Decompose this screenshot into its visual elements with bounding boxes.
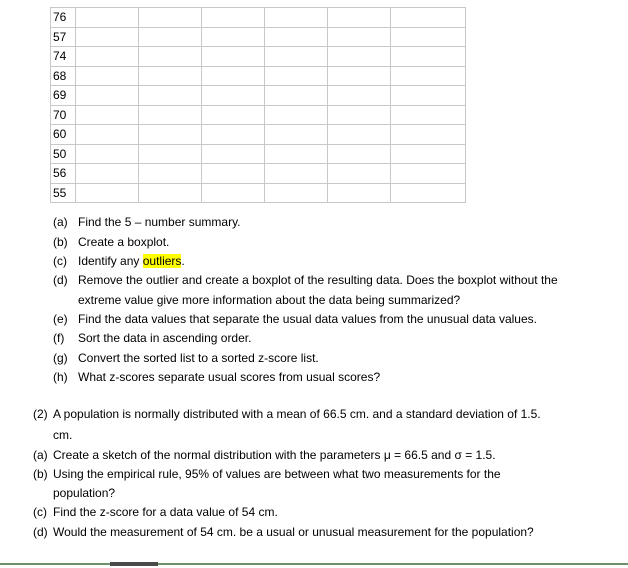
table-cell[interactable] — [328, 125, 391, 145]
item-text-line2: extreme value give more information about the data being summarized? — [78, 293, 461, 307]
table-cell-value[interactable]: 70 — [51, 105, 76, 125]
item-text-before: Identify any — [78, 254, 143, 268]
table-cell[interactable] — [139, 66, 202, 86]
q1-item-g — [53, 350, 319, 367]
table-cell[interactable] — [265, 8, 328, 28]
table-row — [51, 47, 466, 67]
table-cell[interactable] — [202, 66, 265, 86]
table-cell[interactable] — [265, 47, 328, 67]
table-cell-value[interactable]: 56 — [51, 164, 76, 184]
item-label: (e) — [53, 312, 68, 326]
table-cell[interactable] — [328, 66, 391, 86]
table-row — [51, 164, 466, 184]
table-cell-value[interactable]: 68 — [51, 66, 76, 86]
table-cell[interactable] — [328, 86, 391, 106]
table-cell[interactable] — [139, 164, 202, 184]
table-cell[interactable] — [202, 105, 265, 125]
table-cell[interactable] — [265, 125, 328, 145]
q1-item-d-continued — [78, 292, 460, 309]
item-text: Find the 5 – number summary. — [78, 215, 241, 229]
table-cell-value[interactable]: 57 — [51, 27, 76, 47]
item-label: (c) — [33, 505, 47, 519]
item-label: (a) — [53, 215, 68, 229]
table-cell-value[interactable]: 74 — [51, 47, 76, 67]
table-row — [51, 8, 466, 28]
question-text-line2: cm. — [53, 428, 73, 442]
table-cell[interactable] — [139, 8, 202, 28]
table-cell[interactable] — [391, 47, 466, 67]
item-label: (g) — [53, 351, 68, 365]
table-cell[interactable] — [76, 183, 139, 203]
q1-item-f — [53, 330, 252, 347]
item-text: Would the measurement of 54 cm. be a usual or unusual measurement for the population? — [53, 525, 534, 539]
table-cell[interactable] — [328, 47, 391, 67]
table-cell[interactable] — [265, 144, 328, 164]
table-cell[interactable] — [328, 183, 391, 203]
table-cell[interactable] — [76, 66, 139, 86]
table-cell[interactable] — [391, 86, 466, 106]
table-cell[interactable] — [265, 105, 328, 125]
table-cell[interactable] — [76, 47, 139, 67]
q1-item-d — [53, 272, 558, 289]
table-cell[interactable] — [202, 86, 265, 106]
table-cell[interactable] — [139, 183, 202, 203]
q2-stem — [33, 406, 541, 423]
item-text: Find the z-score for a data value of 54 cm. — [53, 505, 278, 519]
item-text: Create a boxplot. — [78, 235, 170, 249]
table-cell-value[interactable]: 55 — [51, 183, 76, 203]
item-text: Find the data values that separate the usual data values from the unusual data values. — [78, 312, 537, 326]
table-cell[interactable] — [265, 66, 328, 86]
table-cell[interactable] — [202, 125, 265, 145]
bottom-divider — [0, 563, 628, 565]
table-cell[interactable] — [139, 105, 202, 125]
table-row — [51, 105, 466, 125]
table-cell[interactable] — [328, 27, 391, 47]
data-table — [50, 7, 466, 203]
table-cell[interactable] — [391, 125, 466, 145]
table-cell[interactable] — [328, 164, 391, 184]
item-label: (h) — [53, 370, 68, 384]
item-label: (f) — [53, 331, 65, 345]
table-cell[interactable] — [328, 8, 391, 28]
table-cell[interactable] — [139, 144, 202, 164]
table-cell[interactable] — [76, 86, 139, 106]
item-text-line2: population? — [53, 486, 116, 500]
table-cell[interactable] — [76, 125, 139, 145]
item-label: (c) — [53, 254, 67, 268]
table-cell[interactable] — [265, 27, 328, 47]
q2-item-b — [33, 466, 501, 483]
item-text-line1: Remove the outlier and create a boxplot of the resulting data. Does the boxplot without the — [78, 273, 558, 287]
q2-item-c — [33, 504, 278, 521]
table-cell[interactable] — [76, 27, 139, 47]
item-text: Create a sketch of the normal distribution with the parameters μ = 66.5 and σ = 1.5. — [53, 448, 496, 462]
table-cell[interactable] — [202, 164, 265, 184]
table-cell[interactable] — [391, 105, 466, 125]
item-label: (a) — [33, 448, 48, 462]
item-label: (d) — [33, 525, 48, 539]
item-label: (b) — [53, 235, 68, 249]
table-cell[interactable] — [202, 47, 265, 67]
q2-item-a — [33, 447, 496, 464]
table-cell[interactable] — [202, 8, 265, 28]
table-cell[interactable] — [265, 86, 328, 106]
table-cell[interactable] — [139, 27, 202, 47]
table-row — [51, 183, 466, 203]
table-cell[interactable] — [391, 183, 466, 203]
q1-item-e — [53, 311, 537, 328]
table-cell[interactable] — [202, 144, 265, 164]
highlighted-word: outliers — [142, 254, 182, 268]
table-cell[interactable] — [202, 183, 265, 203]
item-text: Convert the sorted list to a sorted z-score list. — [78, 351, 319, 365]
table-row — [51, 66, 466, 86]
table-cell[interactable] — [391, 144, 466, 164]
item-text: What z-scores separate usual scores from usual scores? — [78, 370, 381, 384]
table-cell-value[interactable]: 69 — [51, 86, 76, 106]
q1-item-a — [53, 214, 241, 231]
item-text-after: . — [181, 254, 185, 268]
item-text — [78, 253, 185, 270]
table-cell[interactable] — [76, 144, 139, 164]
item-text-line1: Using the empirical rule, 95% of values are between what two measurements for the — [53, 467, 501, 481]
q2-item-b-continued — [53, 485, 115, 502]
item-text: Sort the data in ascending order. — [78, 331, 252, 345]
table-row — [51, 125, 466, 145]
bottom-scroll-marker — [110, 562, 158, 566]
q2-stem-continued — [53, 427, 72, 444]
table-cell[interactable] — [391, 8, 466, 28]
table-cell[interactable] — [391, 66, 466, 86]
q1-item-b — [53, 234, 170, 251]
table-cell-value[interactable]: 60 — [51, 125, 76, 145]
table-cell[interactable] — [76, 164, 139, 184]
question-text-line1: A population is normally distributed with a mean of 66.5 cm. and a standard deviation of 1.5. — [53, 407, 541, 421]
table-cell[interactable] — [139, 47, 202, 67]
item-label: (b) — [33, 467, 48, 481]
q1-item-c — [53, 253, 185, 270]
table-cell[interactable] — [76, 105, 139, 125]
table-cell[interactable] — [328, 105, 391, 125]
q2-item-d — [33, 524, 534, 541]
table-cell[interactable] — [265, 164, 328, 184]
table-cell[interactable] — [265, 183, 328, 203]
table-cell-value[interactable]: 50 — [51, 144, 76, 164]
table-row — [51, 86, 466, 106]
table-cell[interactable] — [391, 27, 466, 47]
table-row — [51, 144, 466, 164]
table-cell[interactable] — [139, 86, 202, 106]
table-cell[interactable] — [202, 27, 265, 47]
table-row — [51, 27, 466, 47]
table-cell[interactable] — [76, 8, 139, 28]
q1-item-h — [53, 369, 381, 386]
table-cell-value[interactable]: 76 — [51, 8, 76, 28]
question-number: (2) — [33, 407, 48, 421]
table-cell[interactable] — [391, 164, 466, 184]
item-label: (d) — [53, 273, 68, 287]
table-cell[interactable] — [139, 125, 202, 145]
table-cell[interactable] — [328, 144, 391, 164]
